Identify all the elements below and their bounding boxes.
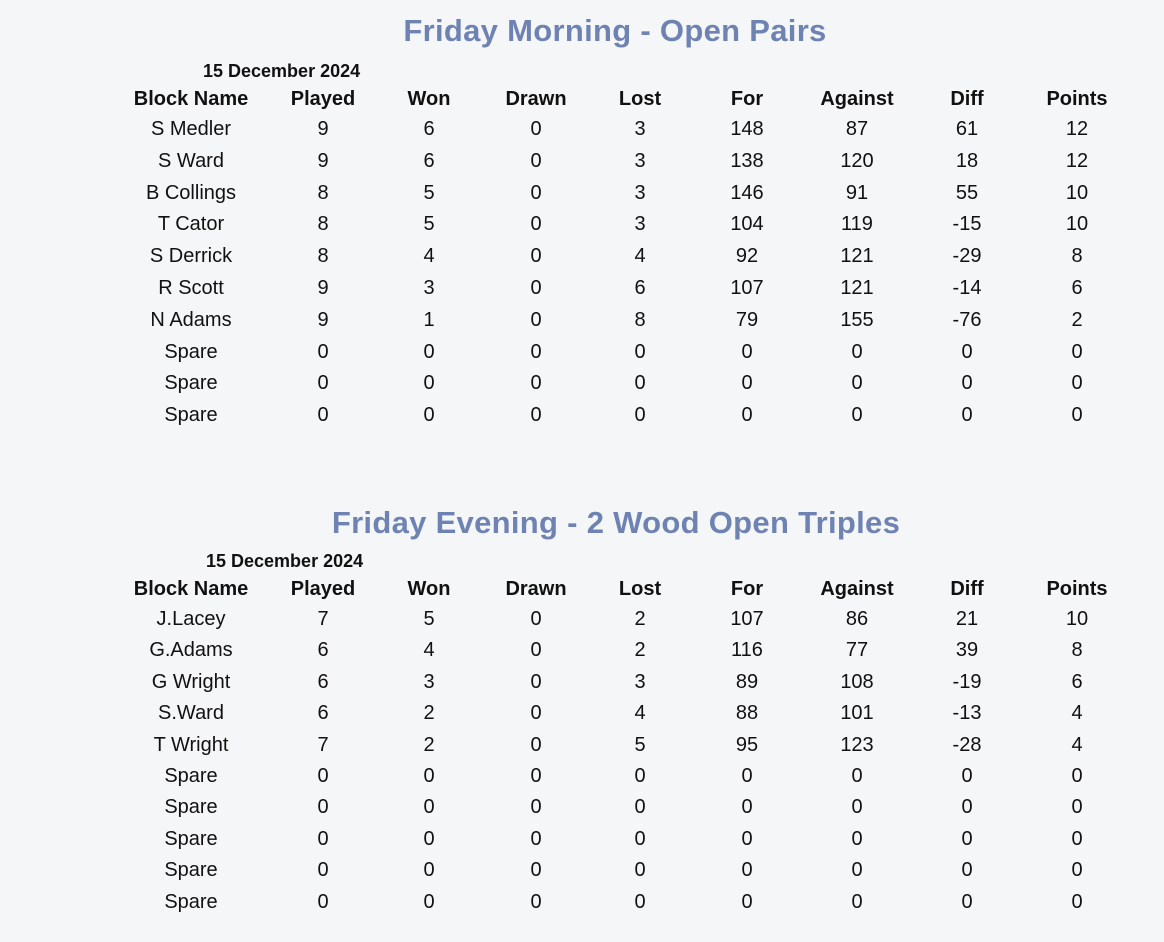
cell-lost: 4 xyxy=(634,702,646,725)
cell-drawn: 0 xyxy=(530,308,542,331)
cell-points: 0 xyxy=(1071,404,1083,427)
cell-lost: 2 xyxy=(634,608,646,630)
cell-for: 0 xyxy=(741,890,753,913)
col-header-played: Played xyxy=(290,578,356,600)
col-header-lost: Lost xyxy=(618,578,662,600)
cell-diff: -28 xyxy=(952,733,982,756)
cell-played: 9 xyxy=(317,118,329,140)
col-header-for: For xyxy=(730,578,764,600)
table-row xyxy=(110,368,1132,400)
cell-against: 0 xyxy=(851,859,863,882)
cell-block-name: Spare xyxy=(164,404,218,427)
cell-block-name: G Wright xyxy=(151,670,231,693)
section-title: Friday Evening - 2 Wood Open Triples xyxy=(331,505,901,540)
cell-against: 120 xyxy=(840,149,874,172)
standings-table xyxy=(110,84,1132,432)
table-header-row xyxy=(110,84,1132,114)
cell-played: 0 xyxy=(317,796,329,819)
cell-points: 8 xyxy=(1071,245,1083,268)
cell-won: 4 xyxy=(423,245,435,268)
cell-lost: 0 xyxy=(634,340,646,363)
cell-points: 6 xyxy=(1071,670,1083,693)
section-title: Friday Morning - Open Pairs xyxy=(403,13,827,48)
col-header-points: Points xyxy=(1046,88,1108,110)
cell-for: 104 xyxy=(730,213,764,236)
cell-for: 116 xyxy=(731,639,763,662)
cell-points: 4 xyxy=(1071,702,1083,725)
cell-against: 123 xyxy=(840,733,874,756)
table-row xyxy=(110,337,1132,369)
cell-drawn: 0 xyxy=(530,181,542,204)
cell-for: 92 xyxy=(735,245,759,268)
cell-against: 0 xyxy=(851,404,863,427)
cell-diff: -14 xyxy=(952,276,982,299)
cell-points: 0 xyxy=(1071,890,1083,913)
cell-points: 12 xyxy=(1065,149,1089,172)
table-row xyxy=(110,730,1132,761)
cell-against: 155 xyxy=(840,308,874,331)
table-row xyxy=(110,146,1132,178)
cell-drawn: 0 xyxy=(530,765,542,788)
cell-played: 9 xyxy=(317,149,329,172)
cell-won: 0 xyxy=(423,372,435,395)
cell-against: 0 xyxy=(851,796,863,819)
cell-lost: 3 xyxy=(634,670,646,693)
cell-points: 0 xyxy=(1071,372,1083,395)
cell-against: 0 xyxy=(851,372,863,395)
cell-against: 0 xyxy=(851,340,863,363)
cell-against: 0 xyxy=(851,827,863,850)
cell-block-name: S Medler xyxy=(150,118,232,140)
cell-played: 6 xyxy=(317,670,329,693)
table-row xyxy=(110,241,1132,273)
cell-block-name: Spare xyxy=(164,827,218,850)
cell-for: 0 xyxy=(741,827,753,850)
cell-diff: 0 xyxy=(961,372,973,395)
cell-diff: 55 xyxy=(955,181,979,204)
table-row xyxy=(110,698,1132,729)
cell-for: 0 xyxy=(741,340,753,363)
table-row xyxy=(110,887,1132,918)
cell-lost: 3 xyxy=(634,149,646,172)
cell-lost: 4 xyxy=(634,245,646,268)
cell-played: 8 xyxy=(317,181,329,204)
col-header-block-name: Block Name xyxy=(133,88,249,110)
cell-for: 0 xyxy=(741,404,753,427)
cell-drawn: 0 xyxy=(530,733,542,756)
section-date: 15 December 2024 xyxy=(203,61,361,81)
cell-for: 0 xyxy=(741,765,753,788)
col-header-against: Against xyxy=(820,578,894,600)
col-header-won: Won xyxy=(407,578,451,600)
cell-block-name: R Scott xyxy=(158,276,224,299)
cell-played: 0 xyxy=(317,404,329,427)
cell-block-name: Spare xyxy=(164,340,218,363)
cell-block-name: Spare xyxy=(164,890,218,913)
cell-diff: 39 xyxy=(955,639,979,662)
table-row xyxy=(110,635,1132,666)
col-header-diff: Diff xyxy=(950,578,984,600)
cell-points: 10 xyxy=(1065,608,1089,630)
col-header-diff: Diff xyxy=(950,88,984,110)
cell-drawn: 0 xyxy=(530,796,542,819)
cell-won: 6 xyxy=(423,118,435,140)
table-row xyxy=(110,761,1132,792)
cell-won: 0 xyxy=(423,765,435,788)
cell-for: 89 xyxy=(735,670,759,693)
cell-drawn: 0 xyxy=(530,670,542,693)
cell-diff: -13 xyxy=(952,702,982,725)
cell-won: 5 xyxy=(423,213,435,236)
cell-lost: 0 xyxy=(634,827,646,850)
cell-against: 121 xyxy=(840,245,874,268)
cell-won: 0 xyxy=(423,827,435,850)
cell-drawn: 0 xyxy=(530,404,542,427)
cell-against: 119 xyxy=(841,213,873,236)
cell-diff: 21 xyxy=(955,608,979,630)
cell-played: 0 xyxy=(317,890,329,913)
col-header-played: Played xyxy=(290,88,356,110)
col-header-block-name: Block Name xyxy=(133,578,249,600)
cell-played: 6 xyxy=(317,639,329,662)
cell-against: 91 xyxy=(845,181,869,204)
cell-drawn: 0 xyxy=(530,372,542,395)
cell-won: 0 xyxy=(423,796,435,819)
cell-won: 6 xyxy=(423,149,435,172)
cell-won: 1 xyxy=(423,308,435,331)
cell-for: 95 xyxy=(735,733,759,756)
cell-played: 0 xyxy=(317,340,329,363)
cell-played: 7 xyxy=(317,608,329,630)
col-header-drawn: Drawn xyxy=(505,88,567,110)
cell-played: 0 xyxy=(317,372,329,395)
cell-won: 0 xyxy=(423,404,435,427)
cell-played: 9 xyxy=(317,308,329,331)
cell-block-name: S Ward xyxy=(158,149,224,172)
cell-diff: 18 xyxy=(955,149,979,172)
cell-block-name: Spare xyxy=(164,372,218,395)
col-header-against: Against xyxy=(820,88,894,110)
cell-lost: 5 xyxy=(634,733,646,756)
cell-lost: 0 xyxy=(634,890,646,913)
cell-block-name: G.Adams xyxy=(149,639,233,662)
morning-pairs-section xyxy=(0,8,1164,432)
cell-block-name: Spare xyxy=(164,859,218,882)
cell-played: 9 xyxy=(317,276,329,299)
col-header-won: Won xyxy=(407,88,451,110)
cell-points: 12 xyxy=(1065,118,1089,140)
standings-table xyxy=(110,574,1132,918)
cell-points: 10 xyxy=(1065,213,1089,236)
cell-drawn: 0 xyxy=(530,827,542,850)
cell-lost: 8 xyxy=(634,308,646,331)
cell-for: 0 xyxy=(741,372,753,395)
cell-won: 3 xyxy=(423,670,435,693)
cell-for: 107 xyxy=(730,608,764,630)
cell-lost: 0 xyxy=(634,796,646,819)
cell-drawn: 0 xyxy=(530,213,542,236)
cell-for: 138 xyxy=(730,149,764,172)
table-row xyxy=(110,114,1132,146)
cell-won: 2 xyxy=(423,733,435,756)
cell-diff: 0 xyxy=(961,859,973,882)
cell-block-name: Spare xyxy=(164,765,218,788)
cell-points: 0 xyxy=(1071,859,1083,882)
cell-won: 5 xyxy=(423,181,435,204)
cell-points: 6 xyxy=(1071,276,1083,299)
cell-points: 0 xyxy=(1071,765,1083,788)
evening-triples-section xyxy=(0,500,1164,918)
cell-lost: 2 xyxy=(634,639,646,662)
cell-lost: 0 xyxy=(634,859,646,882)
cell-against: 86 xyxy=(845,608,869,630)
cell-lost: 0 xyxy=(634,404,646,427)
cell-played: 7 xyxy=(317,733,329,756)
cell-block-name: N Adams xyxy=(150,308,232,331)
cell-for: 79 xyxy=(735,308,759,331)
cell-against: 0 xyxy=(851,890,863,913)
cell-points: 0 xyxy=(1071,796,1083,819)
cell-against: 0 xyxy=(851,765,863,788)
cell-drawn: 0 xyxy=(530,859,542,882)
col-header-drawn: Drawn xyxy=(505,578,567,600)
cell-block-name: Spare xyxy=(164,796,218,819)
cell-block-name: S.Ward xyxy=(158,702,224,725)
cell-against: 87 xyxy=(845,118,869,140)
cell-drawn: 0 xyxy=(530,276,542,299)
cell-diff: -19 xyxy=(952,670,982,693)
col-header-points: Points xyxy=(1046,578,1108,600)
cell-block-name: J.Lacey xyxy=(156,608,226,630)
cell-played: 0 xyxy=(317,859,329,882)
cell-against: 101 xyxy=(840,702,874,725)
cell-drawn: 0 xyxy=(530,890,542,913)
cell-points: 8 xyxy=(1071,639,1083,662)
cell-drawn: 0 xyxy=(530,245,542,268)
cell-played: 8 xyxy=(317,213,329,236)
cell-won: 2 xyxy=(423,702,435,725)
cell-lost: 3 xyxy=(634,118,646,140)
cell-played: 6 xyxy=(317,702,329,725)
col-header-lost: Lost xyxy=(618,88,662,110)
cell-diff: -29 xyxy=(952,245,982,268)
cell-won: 5 xyxy=(423,608,435,630)
table-row xyxy=(110,400,1132,432)
cell-points: 0 xyxy=(1071,340,1083,363)
section-date: 15 December 2024 xyxy=(206,551,364,571)
cell-drawn: 0 xyxy=(530,608,542,630)
cell-lost: 0 xyxy=(634,765,646,788)
cell-lost: 0 xyxy=(634,372,646,395)
cell-against: 121 xyxy=(840,276,874,299)
cell-diff: 0 xyxy=(961,765,973,788)
cell-played: 0 xyxy=(317,827,329,850)
cell-points: 0 xyxy=(1071,827,1083,850)
cell-drawn: 0 xyxy=(530,639,542,662)
cell-drawn: 0 xyxy=(530,340,542,363)
cell-diff: -76 xyxy=(952,308,982,331)
table-row xyxy=(110,792,1132,823)
cell-won: 0 xyxy=(423,890,435,913)
cell-diff: 0 xyxy=(961,404,973,427)
cell-diff: -15 xyxy=(952,213,982,236)
table-row xyxy=(110,209,1132,241)
cell-diff: 0 xyxy=(961,827,973,850)
table-row xyxy=(110,824,1132,855)
table-row xyxy=(110,855,1132,886)
cell-diff: 0 xyxy=(961,340,973,363)
cell-for: 148 xyxy=(730,118,764,140)
cell-lost: 3 xyxy=(634,213,646,236)
cell-lost: 6 xyxy=(634,276,646,299)
cell-block-name: S Derrick xyxy=(149,245,233,268)
cell-diff: 61 xyxy=(955,118,979,140)
cell-for: 88 xyxy=(735,702,759,725)
cell-won: 4 xyxy=(423,639,435,662)
cell-for: 107 xyxy=(730,276,764,299)
cell-block-name: B Collings xyxy=(145,181,237,204)
cell-lost: 3 xyxy=(634,181,646,204)
cell-block-name: T Cator xyxy=(157,213,225,236)
cell-won: 3 xyxy=(423,276,435,299)
cell-played: 0 xyxy=(317,765,329,788)
table-row xyxy=(110,667,1132,698)
cell-for: 0 xyxy=(741,859,753,882)
col-header-for: For xyxy=(730,88,764,110)
cell-for: 0 xyxy=(741,796,753,819)
cell-won: 0 xyxy=(423,859,435,882)
cell-played: 8 xyxy=(317,245,329,268)
cell-points: 4 xyxy=(1071,733,1083,756)
cell-points: 2 xyxy=(1071,308,1083,331)
cell-against: 108 xyxy=(840,670,874,693)
table-row xyxy=(110,273,1132,305)
cell-won: 0 xyxy=(423,340,435,363)
table-row xyxy=(110,178,1132,210)
table-row xyxy=(110,604,1132,635)
cell-points: 10 xyxy=(1065,181,1089,204)
table-header-row xyxy=(110,574,1132,604)
cell-block-name: T Wright xyxy=(153,733,229,756)
cell-for: 146 xyxy=(730,181,764,204)
cell-drawn: 0 xyxy=(530,702,542,725)
cell-drawn: 0 xyxy=(530,118,542,140)
table-row xyxy=(110,305,1132,337)
cell-diff: 0 xyxy=(961,890,973,913)
cell-drawn: 0 xyxy=(530,149,542,172)
cell-against: 77 xyxy=(845,639,869,662)
cell-diff: 0 xyxy=(961,796,973,819)
